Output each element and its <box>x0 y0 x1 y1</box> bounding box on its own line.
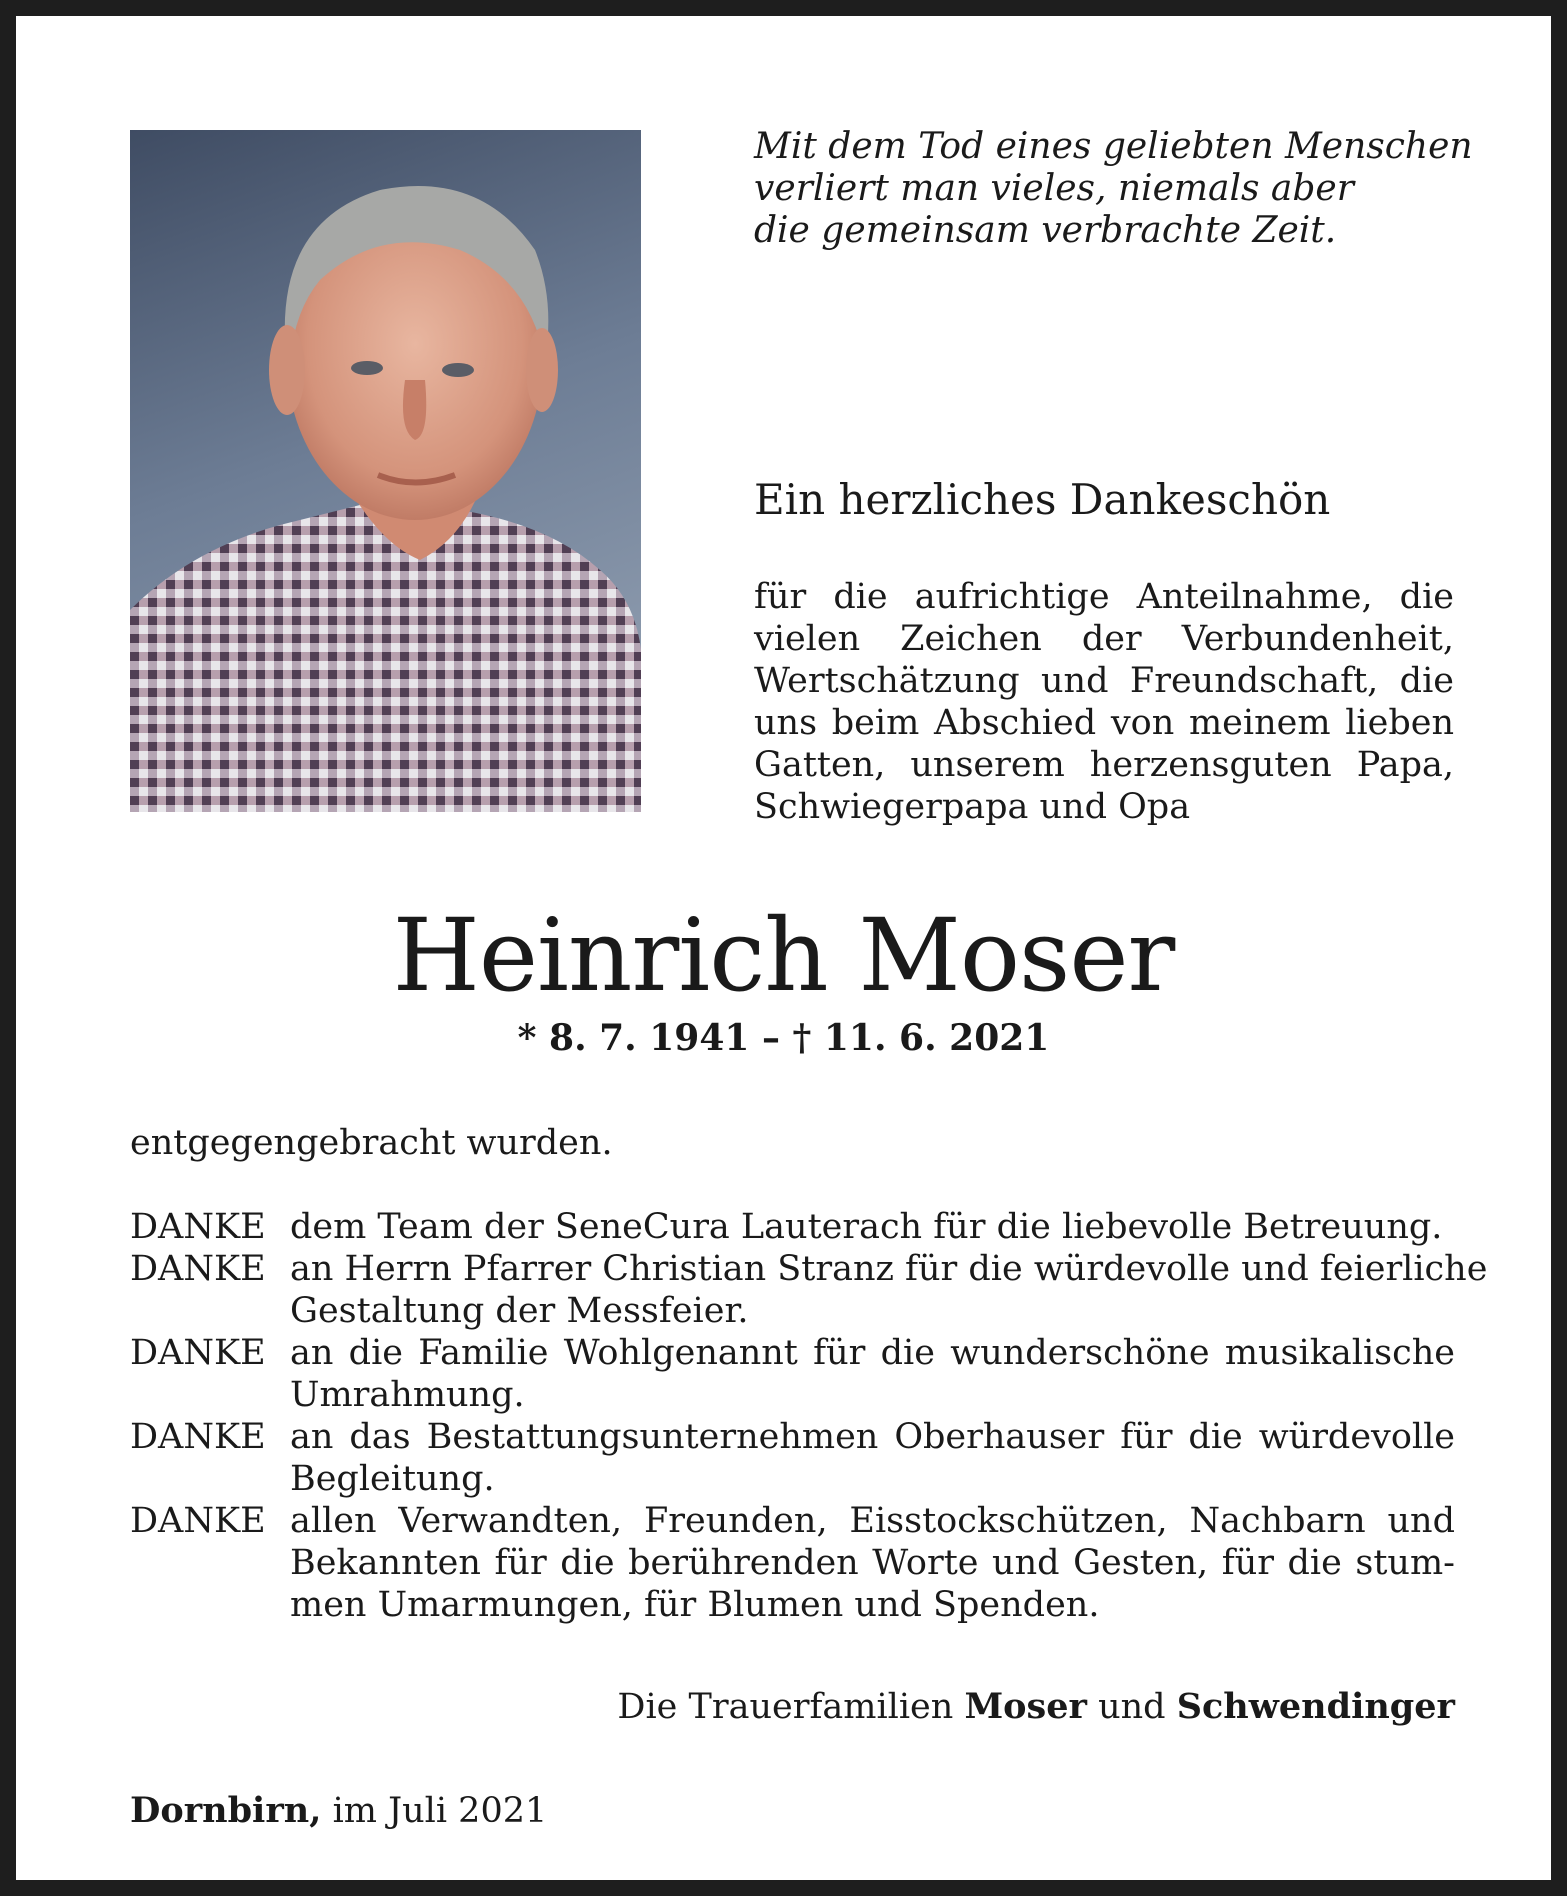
danke-text <box>290 1248 1487 1332</box>
danke-text <box>290 1206 1455 1248</box>
danke-line: Begleitung. <box>290 1459 495 1499</box>
portrait-photo <box>130 130 641 812</box>
place-city: Dornbirn, <box>130 1790 322 1831</box>
thanks-line: für die aufrichtige Anteilnahme, die <box>754 577 1454 617</box>
families-conjunction: und <box>1098 1687 1166 1727</box>
danke-line: Bekannten für die berührenden Worte und Gesten, für die stum- <box>290 1543 1455 1583</box>
quote-line: die gemeinsam verbrachte Zeit. <box>754 210 1337 251</box>
danke-text <box>290 1500 1455 1626</box>
place-date <box>130 1790 547 1832</box>
danke-line: an die Familie Wohlgenannt für die wunderschöne musikalische <box>290 1333 1455 1373</box>
danke-line: dem Team der SeneCura Lauterach für die liebevolle Betreuung. <box>290 1207 1443 1247</box>
danke-list <box>130 1206 1488 1626</box>
family-name-moser: Moser <box>964 1686 1087 1727</box>
life-dates: * 8. 7. 1941 – † 11. 6. 2021 <box>517 1017 1050 1059</box>
danke-keyword: DANKE <box>130 1207 266 1247</box>
danke-item <box>130 1332 1455 1416</box>
obituary-card <box>16 16 1551 1880</box>
danke-line: Gestaltung der Messfeier. <box>290 1291 749 1331</box>
danke-keyword: DANKE <box>130 1249 266 1289</box>
families-prefix: Die Trauerfamilien <box>617 1687 954 1727</box>
danke-item <box>130 1248 1488 1332</box>
memorial-quote <box>754 126 1473 252</box>
danke-item <box>130 1206 1455 1248</box>
thanks-line: Gatten, unserem herzensguten Papa, <box>754 745 1454 785</box>
danke-line: Umrahmung. <box>290 1375 525 1415</box>
danke-item <box>130 1416 1455 1500</box>
danke-keyword: DANKE <box>130 1333 266 1373</box>
danke-keyword: DANKE <box>130 1501 266 1541</box>
danke-line: allen Verwandten, Freunden, Eisstockschützen, Nachbarn und <box>290 1501 1455 1541</box>
danke-line: an das Bestattungsunternehmen Oberhauser für die würdevolle <box>290 1417 1455 1457</box>
thanks-line: Wertschätzung und Freundschaft, die <box>754 661 1454 701</box>
family-name-schwendinger: Schwendinger <box>1176 1686 1455 1727</box>
place-date-text: im Juli 2021 <box>332 1791 548 1831</box>
portrait-illustration <box>130 130 641 812</box>
danke-line: an Herrn Pfarrer Christian Stranz für die würdevolle und feierliche <box>290 1249 1488 1289</box>
quote-line: Mit dem Tod eines geliebten Menschen <box>754 126 1473 167</box>
danke-line: men Umarmungen, für Blumen und Spenden. <box>290 1585 1100 1625</box>
danke-text <box>290 1332 1455 1416</box>
received-text: entgegengebracht wurden. <box>130 1123 613 1163</box>
thanks-paragraph <box>754 576 1454 828</box>
thanks-heading: Ein herzliches Dankeschön <box>754 475 1331 524</box>
danke-text <box>290 1416 1455 1500</box>
danke-item <box>130 1500 1455 1626</box>
deceased-name: Heinrich Moser <box>392 897 1175 1014</box>
quote-line: verliert man vieles, niemals aber <box>754 168 1354 209</box>
thanks-line: uns beim Abschied von meinem lieben <box>754 703 1454 743</box>
danke-keyword: DANKE <box>130 1417 266 1457</box>
mourning-families <box>617 1686 1455 1728</box>
thanks-line: vielen Zeichen der Verbundenheit, <box>754 619 1454 659</box>
thanks-line: Schwiegerpapa und Opa <box>754 787 1191 827</box>
